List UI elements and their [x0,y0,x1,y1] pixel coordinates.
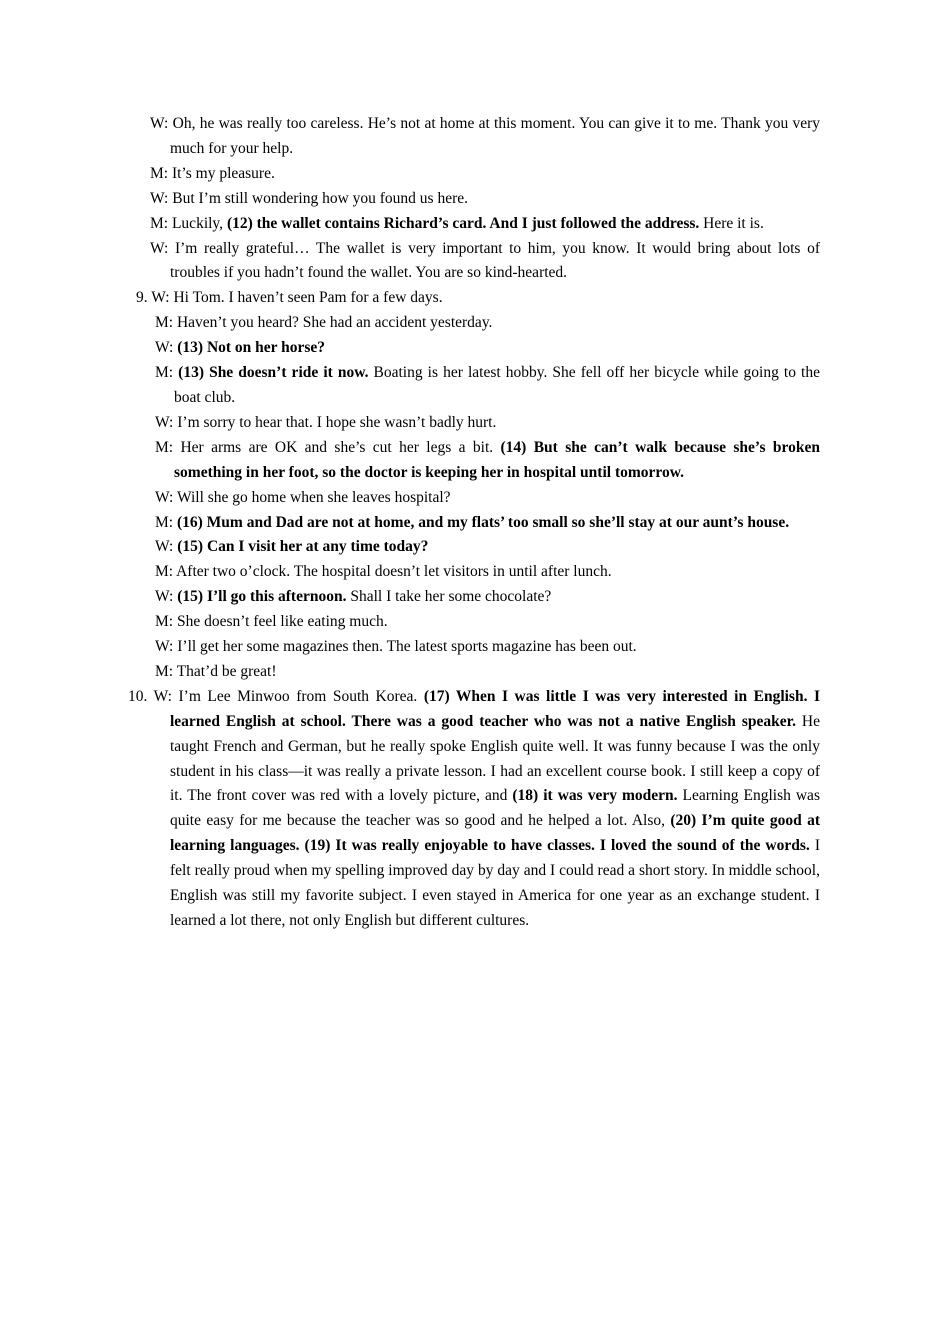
speaker-label: W: [155,339,178,357]
speaker-label: M: [150,214,172,232]
transcript-paragraph [150,560,820,585]
transcript-paragraph [150,336,820,361]
dialog-text: After two o’clock. The hospital doesn’t let visitors in until after lunch. [176,563,612,581]
transcript-paragraph [150,237,820,287]
item-number: 9. [136,289,152,307]
dialog-text: But I’m still wondering how you found us here. [172,189,469,207]
transcript-paragraph [150,187,820,212]
transcript-paragraph [150,635,820,660]
transcript-paragraph [150,112,820,162]
dialog-text: Haven’t you heard? She had an accident yesterday. [176,314,493,332]
dialog-text: She doesn’t feel like eating much. [176,613,388,631]
dialog-text: I felt really proud when my spelling improved day by day and I could read a short story. In middle school, English was still my favorite subject. I even stayed in America for one year as an exchange student. I learned a lot there, not only English but different cultures. [170,837,820,929]
dialog-text: Oh, he was really too careless. He’s not at home at this moment. You can give it to me. Thank you very much for your help. [170,115,820,157]
answer-highlight-text: (20) I’m quite good at learning languages. (19) It was really enjoyable to have classes. I loved the sound of the words. [170,812,820,855]
speaker-label: W: [155,638,178,656]
dialog-text: It’s my pleasure. [171,164,275,182]
transcript-paragraph [150,660,820,685]
dialog-text: I’m really grateful… The wallet is very important to him, you know. It would bring about lots of troubles if you hadn’t found the wallet. You are so kind-hearted. [170,239,820,282]
speaker-label: M: [155,364,179,382]
transcript-paragraph [150,535,820,560]
dialog-text: Here it is. [699,214,764,232]
transcript-paragraph [150,436,820,486]
dialog-text: I’m Lee Minwoo from South Korea. [178,687,424,705]
dialog-text: Her arms are OK and she’s cut her legs a bit. [180,438,501,456]
speaker-label: W: [153,687,179,705]
speaker-label: M: [155,662,177,680]
speaker-label: W: [155,413,178,431]
dialog-text: I’m sorry to hear that. I hope she wasn’t badly hurt. [177,413,497,431]
dialog-text: I’ll get her some magazines then. The latest sports magazine has been out. [177,638,637,656]
speaker-label: W: [150,189,173,207]
transcript-paragraph [150,486,820,511]
speaker-label: W: [155,538,178,556]
speaker-label: W: [150,239,175,257]
speaker-label: W: [151,289,174,307]
transcript-paragraph [150,311,820,336]
speaker-label: W: [155,588,178,606]
speaker-label: W: [150,115,173,132]
speaker-label: M: [155,513,177,531]
dialog-text: That’d be great! [176,662,277,680]
answer-highlight-text: (18) it was very modern. [512,787,678,805]
dialog-text: He taught French and German, but he really spoke English quite well. It was funny because I was the only student in his class—it was really a private lesson. I had an excellent course book. I still keep a copy of it. The front cover was red with a lovely picture, and [170,712,820,805]
transcript-paragraph [150,585,820,610]
item-number: 10. [128,687,154,705]
dialog-text: Learning English was quite easy for me because the teacher was so good and he helped a lot. Also, [170,787,820,830]
dialog-text: Shall I take her some chocolate? [346,588,552,606]
answer-highlight-text: (13) Not on her horse? [177,339,326,357]
transcript-paragraph [150,511,820,536]
transcript-paragraph [150,212,820,237]
transcript-paragraph [136,286,820,311]
answer-highlight-text: (12) the wallet contains Richard’s card. And I just followed the address. [226,214,700,232]
transcript-paragraph [150,361,820,411]
dialog-text: Will she go home when she leaves hospital? [176,488,451,506]
speaker-label: M: [155,438,181,456]
answer-highlight-text: (16) Mum and Dad are not at home, and my flats’ too small so she’ll stay at our aunt’s house. [176,513,790,531]
speaker-label: M: [155,613,177,631]
answer-highlight-text: (15) I’ll go this afternoon. [177,588,347,606]
dialog-text: Boating is her latest hobby. She fell off her bicycle while going to the boat club. [174,364,820,406]
answer-highlight-text: (17) When I was little I was very interested in English. I learned English at school. There was a good teacher who was not a native English speaker. [170,687,821,730]
answer-highlight-text: (14) But she can’t walk because she’s broken something in her foot, so the doctor is keeping her in hospital until tomorrow. [174,438,820,481]
dialog-text: Hi Tom. I haven’t seen Pam for a few days. [173,289,443,307]
transcript-paragraph [150,162,820,187]
speaker-label: M: [155,563,177,581]
transcript-paragraph [128,685,821,934]
speaker-label: M: [150,164,172,182]
speaker-label: M: [155,314,177,332]
answer-highlight-text: (13) She doesn’t ride it now. [178,364,369,382]
answer-highlight-text: (15) Can I visit her at any time today? [177,538,429,556]
transcript-paragraph [150,411,820,436]
dialog-text: Luckily, [171,214,227,232]
speaker-label: W: [155,488,177,506]
transcript-paragraph [150,610,820,635]
